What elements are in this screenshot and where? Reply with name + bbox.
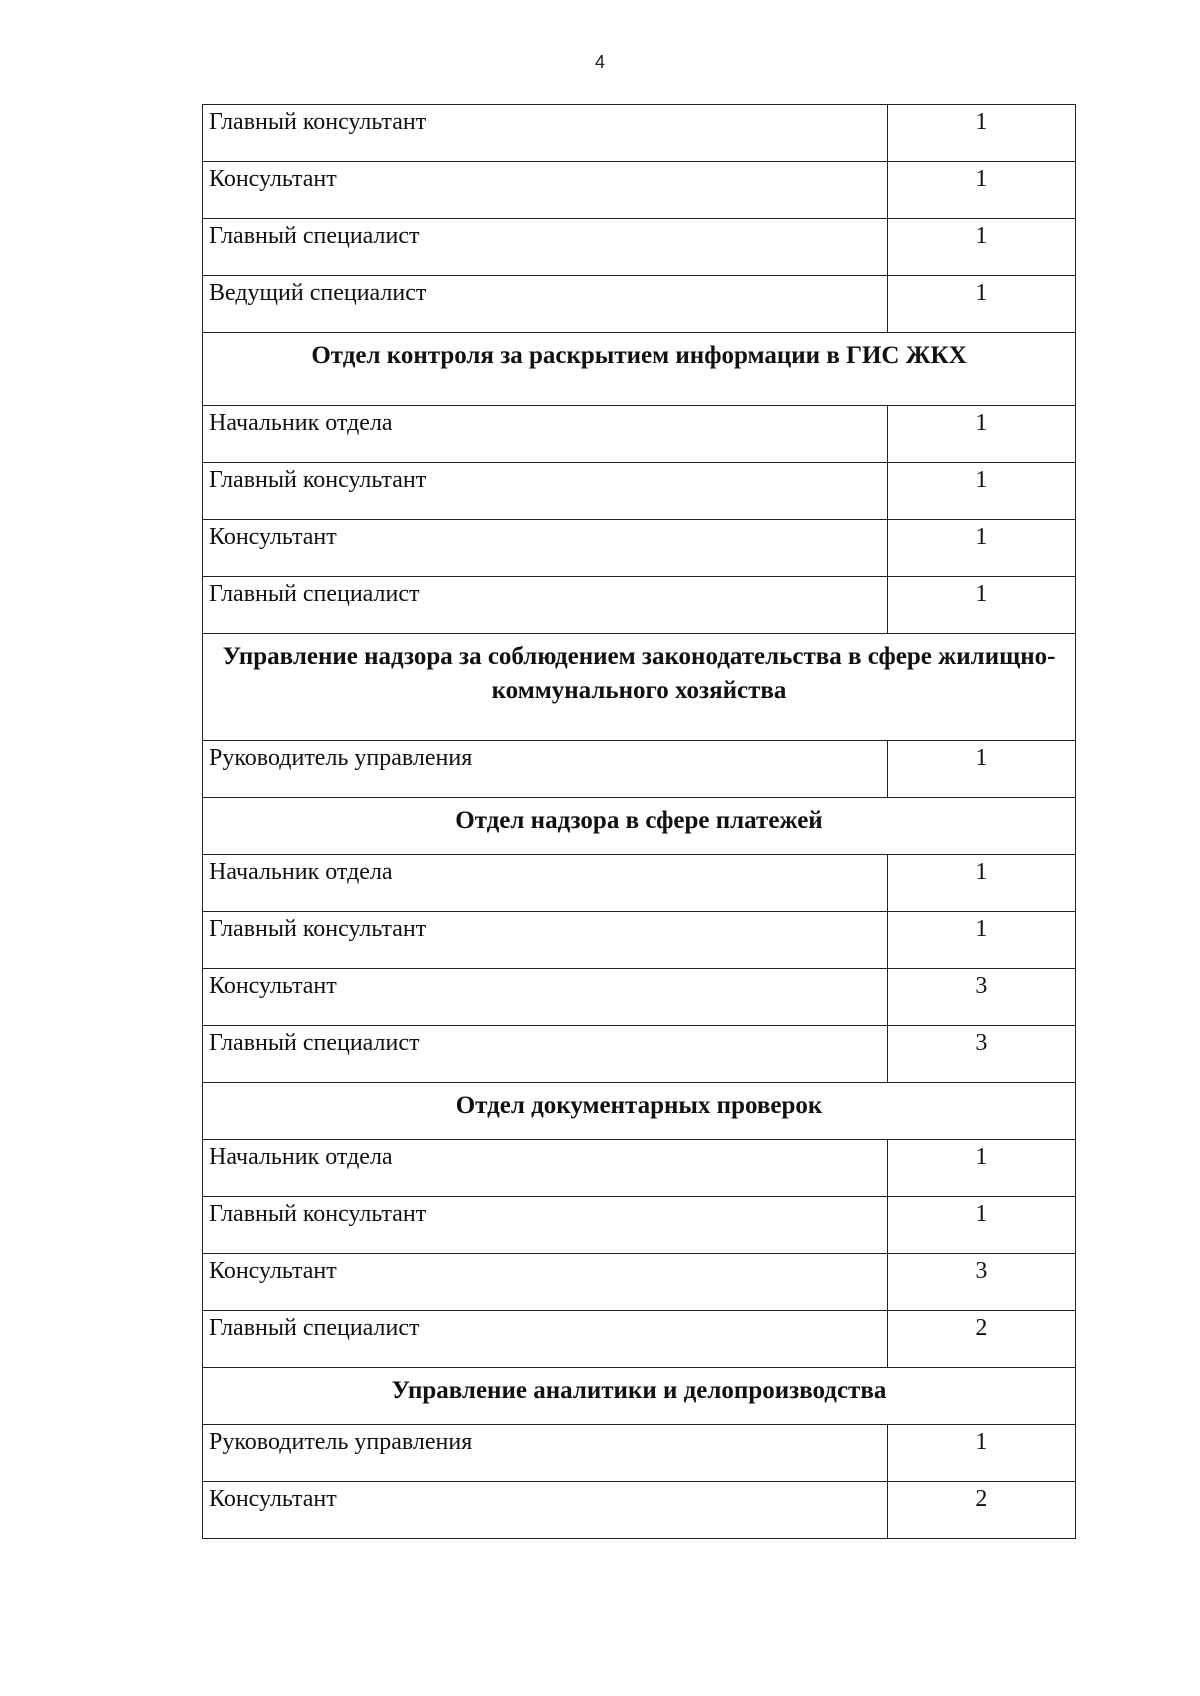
table-row <box>203 1482 1076 1539</box>
position-count: 1 <box>887 855 1075 912</box>
table-row <box>203 855 1076 912</box>
position-count: 3 <box>887 969 1075 1026</box>
position-title: Консультант <box>203 1482 888 1539</box>
position-title: Начальник отдела <box>203 406 888 463</box>
position-count: 3 <box>887 1026 1075 1083</box>
position-title: Главный специалист <box>203 1026 888 1083</box>
position-title: Главный специалист <box>203 219 888 276</box>
position-title: Консультант <box>203 520 888 577</box>
table-row <box>203 969 1076 1026</box>
position-title: Главный специалист <box>203 1311 888 1368</box>
section-title: Управление надзора за соблюдением законодательства в сфере жилищно-коммунального хозяйства <box>203 634 1076 741</box>
position-count: 1 <box>887 162 1075 219</box>
page-number: 4 <box>594 52 605 72</box>
position-title: Консультант <box>203 1254 888 1311</box>
table-row <box>203 1197 1076 1254</box>
staffing-table <box>202 104 1076 1539</box>
position-title: Главный консультант <box>203 463 888 520</box>
table-row <box>203 577 1076 634</box>
section-header-row <box>203 634 1076 741</box>
position-title: Главный консультант <box>203 105 888 162</box>
table-row <box>203 1026 1076 1083</box>
section-header-row <box>203 1368 1076 1425</box>
section-header-row <box>203 1083 1076 1140</box>
table-row <box>203 741 1076 798</box>
section-title: Управление аналитики и делопроизводства <box>203 1368 1076 1425</box>
position-title: Главный консультант <box>203 1197 888 1254</box>
table-row <box>203 219 1076 276</box>
position-count: 3 <box>887 1254 1075 1311</box>
position-title: Начальник отдела <box>203 855 888 912</box>
table-row <box>203 1425 1076 1482</box>
position-title: Ведущий специалист <box>203 276 888 333</box>
position-count: 1 <box>887 741 1075 798</box>
position-count: 1 <box>887 1197 1075 1254</box>
position-title: Начальник отдела <box>203 1140 888 1197</box>
position-count: 1 <box>887 520 1075 577</box>
table-row <box>203 276 1076 333</box>
table-row <box>203 1254 1076 1311</box>
position-count: 1 <box>887 105 1075 162</box>
section-header-row <box>203 333 1076 406</box>
position-title: Консультант <box>203 162 888 219</box>
position-title: Консультант <box>203 969 888 1026</box>
position-title: Руководитель управления <box>203 741 888 798</box>
section-title: Отдел контроля за раскрытием информации в ГИС ЖКХ <box>203 333 1076 406</box>
section-header-row <box>203 798 1076 855</box>
table-row <box>203 520 1076 577</box>
table-row <box>203 912 1076 969</box>
position-count: 1 <box>887 1140 1075 1197</box>
section-title: Отдел надзора в сфере платежей <box>203 798 1076 855</box>
position-count: 1 <box>887 1425 1075 1482</box>
position-count: 2 <box>887 1311 1075 1368</box>
table-row <box>203 406 1076 463</box>
table-row <box>203 162 1076 219</box>
table-row <box>203 105 1076 162</box>
section-title: Отдел документарных проверок <box>203 1083 1076 1140</box>
table-row <box>203 1311 1076 1368</box>
position-count: 1 <box>887 276 1075 333</box>
position-count: 1 <box>887 406 1075 463</box>
position-title: Главный специалист <box>203 577 888 634</box>
position-title: Главный консультант <box>203 912 888 969</box>
position-count: 2 <box>887 1482 1075 1539</box>
table-row <box>203 1140 1076 1197</box>
position-title: Руководитель управления <box>203 1425 888 1482</box>
position-count: 1 <box>887 463 1075 520</box>
position-count: 1 <box>887 577 1075 634</box>
position-count: 1 <box>887 912 1075 969</box>
position-count: 1 <box>887 219 1075 276</box>
table-row <box>203 463 1076 520</box>
